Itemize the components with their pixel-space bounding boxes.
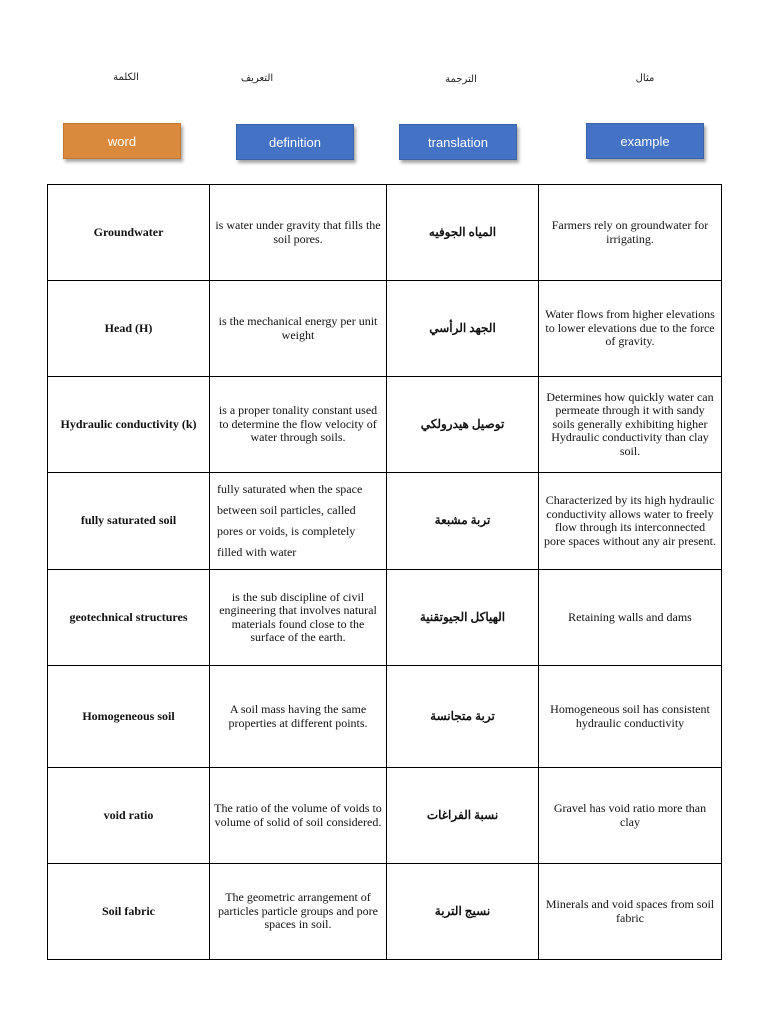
definition-cell: The geometric arrangement of particles particle groups and pore spaces in soil. xyxy=(210,864,387,960)
table-row xyxy=(48,666,722,768)
table-row xyxy=(48,185,722,281)
example-cell: Retaining walls and dams xyxy=(539,570,722,666)
definition-label-box: definition xyxy=(236,124,354,160)
term-cell: Homogeneous soil xyxy=(48,666,210,768)
table-row xyxy=(48,281,722,377)
arabic-header-word: الكلمة xyxy=(113,72,139,83)
term-cell: void ratio xyxy=(48,768,210,864)
translation-cell: الهياكل الجيوتقنية xyxy=(387,570,539,666)
definition-cell: fully saturated when the space between soil particles, called pores or voids, is completely filled with water xyxy=(210,473,387,570)
example-cell: Water flows from higher elevations to lower elevations due to the force of gravity. xyxy=(539,281,722,377)
table-row xyxy=(48,864,722,960)
example-cell: Minerals and void spaces from soil fabric xyxy=(539,864,722,960)
term-cell: Soil fabric xyxy=(48,864,210,960)
term-cell: geotechnical structures xyxy=(48,570,210,666)
table-row xyxy=(48,570,722,666)
example-cell: Characterized by its high hydraulic conductivity allows water to freely flow through its interconnected pore spaces without any air present. xyxy=(539,473,722,570)
definition-cell: is a proper tonality constant used to determine the flow velocity of water through soils. xyxy=(210,377,387,473)
definition-cell: A soil mass having the same properties at different points. xyxy=(210,666,387,768)
translation-label-box: translation xyxy=(399,124,517,160)
table-row xyxy=(48,473,722,570)
term-cell: Hydraulic conductivity (k) xyxy=(48,377,210,473)
arabic-header-definition: التعريف xyxy=(240,73,274,84)
translation-cell: المياه الجوفيه xyxy=(387,185,539,281)
term-cell: Head (H) xyxy=(48,281,210,377)
translation-cell: الجهد الرأسي xyxy=(387,281,539,377)
translation-cell: نسبة الفراغات xyxy=(387,768,539,864)
example-cell: Determines how quickly water can permeate through it with sandy soils generally exhibiting higher Hydraulic conductivity than clay soil. xyxy=(539,377,722,473)
translation-cell: تربة متجانسة xyxy=(387,666,539,768)
example-cell: Homogeneous soil has consistent hydraulic conductivity xyxy=(539,666,722,768)
term-cell: fully saturated soil xyxy=(48,473,210,570)
vocabulary-table xyxy=(47,184,722,960)
example-cell: Farmers rely on groundwater for irrigating. xyxy=(539,185,722,281)
definition-cell: is the mechanical energy per unit weight xyxy=(210,281,387,377)
word-label-box: word xyxy=(63,123,181,159)
example-cell: Gravel has void ratio more than clay xyxy=(539,768,722,864)
table-row xyxy=(48,768,722,864)
translation-cell: تربة مشبعة xyxy=(387,473,539,570)
translation-cell: نسيج التربة xyxy=(387,864,539,960)
term-cell: Groundwater xyxy=(48,185,210,281)
arabic-header-translation: الترجمة xyxy=(445,74,477,85)
definition-cell: is the sub discipline of civil engineering that involves natural materials found close to the surface of the earth. xyxy=(210,570,387,666)
example-label-box: example xyxy=(586,123,704,159)
table-row xyxy=(48,377,722,473)
translation-cell: توصيل هيدرولكي xyxy=(387,377,539,473)
definition-cell: is water under gravity that fills the soil pores. xyxy=(210,185,387,281)
arabic-header-example: مثال xyxy=(635,73,655,84)
definition-cell: The ratio of the volume of voids to volume of solid of soil considered. xyxy=(210,768,387,864)
